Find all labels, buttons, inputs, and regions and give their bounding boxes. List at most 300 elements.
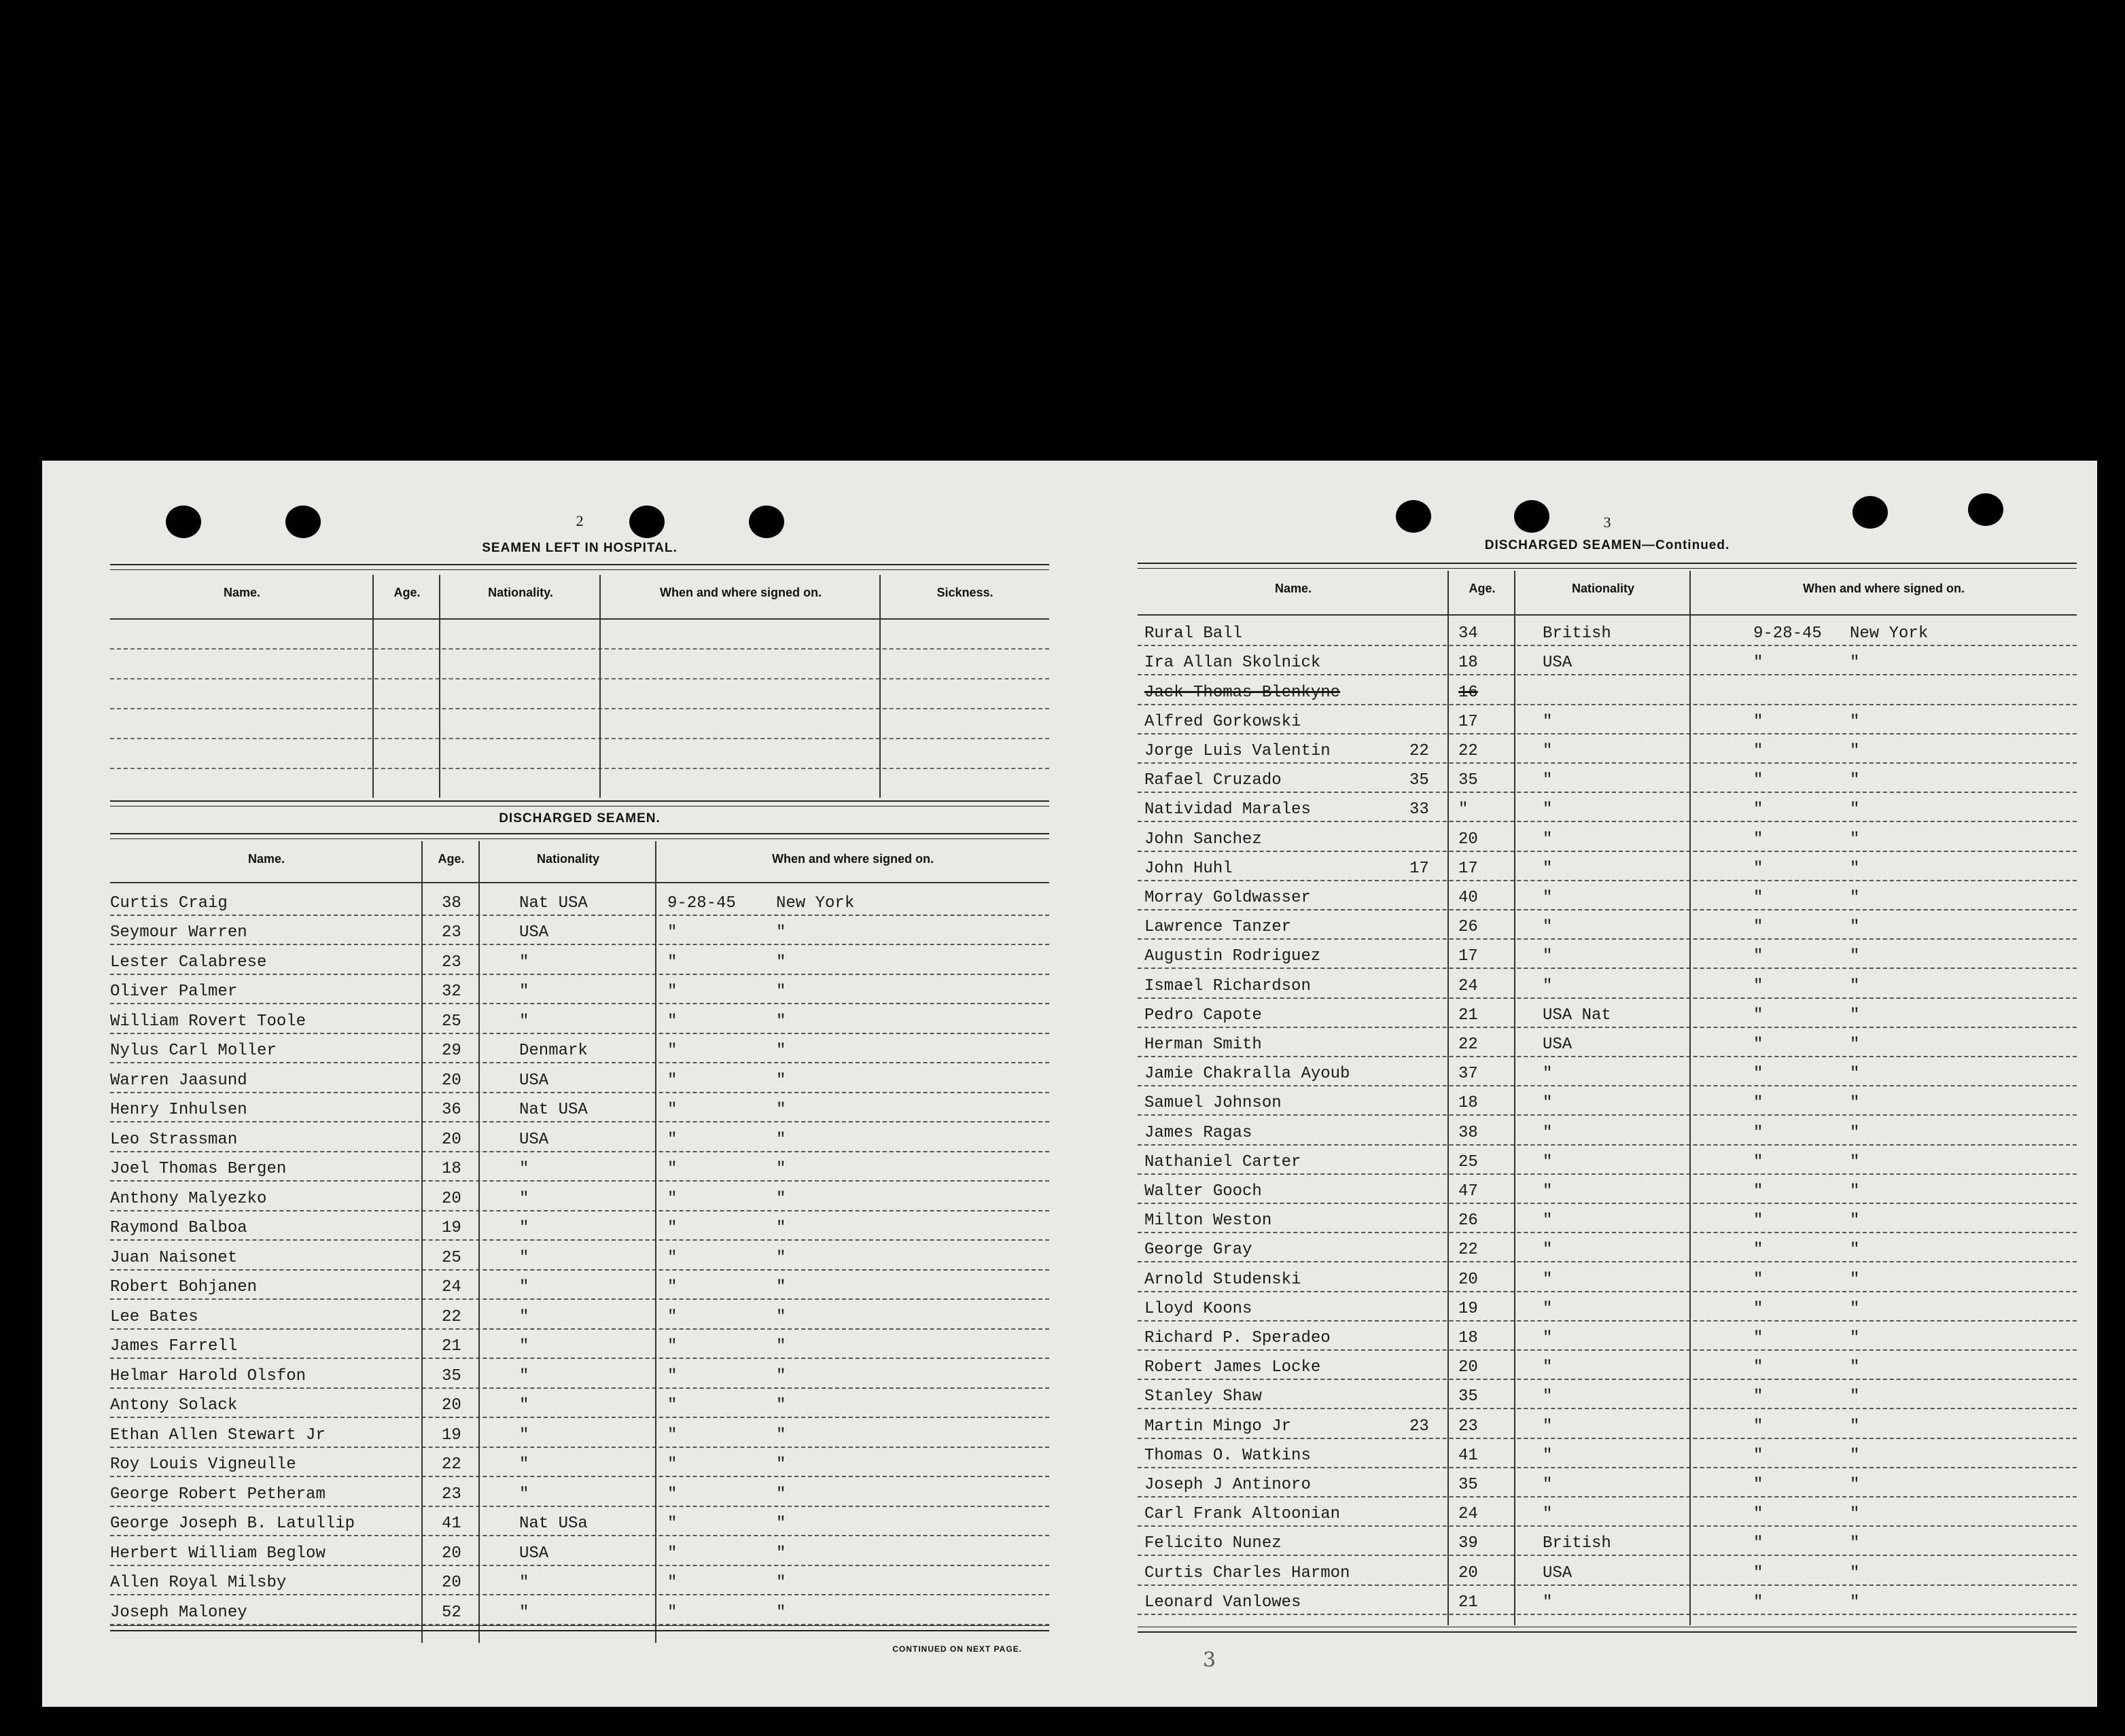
col-header-signed-on: When and where signed on. — [771, 852, 934, 866]
signed-on-place: " — [1850, 1417, 1860, 1436]
signed-on-date: " — [667, 1189, 678, 1208]
seaman-nationality: USA — [1543, 1563, 1573, 1582]
table-row — [1138, 1379, 2077, 1409]
signed-on-place: " — [1850, 741, 1860, 760]
signed-on-place: " — [1850, 1534, 1860, 1553]
seaman-age: 18 — [1458, 1328, 1478, 1347]
seaman-nationality: Denmark — [519, 1042, 588, 1060]
table-row — [1138, 1027, 2077, 1057]
seaman-age: 23 — [1458, 1417, 1478, 1436]
signed-on-place: " — [776, 982, 786, 1001]
seaman-age: 37 — [1458, 1065, 1478, 1084]
seaman-age: 38 — [1458, 1123, 1478, 1142]
seaman-name: James Ragas — [1144, 1123, 1252, 1142]
signed-on-place: " — [776, 1278, 786, 1296]
signed-on-date: " — [667, 1248, 678, 1267]
right-page — [1138, 461, 2077, 1707]
signed-on-date: " — [667, 1042, 678, 1060]
signed-on-date: 9-28-45 — [667, 893, 736, 913]
signed-on-place: " — [1850, 1123, 1860, 1142]
seaman-nationality: " — [1543, 1358, 1553, 1377]
signed-on-date: " — [667, 1219, 678, 1237]
signed-on-place: " — [1850, 888, 1860, 907]
seaman-name: Curtis Craig — [110, 893, 228, 913]
signed-on-date: " — [1753, 1152, 1763, 1171]
table-row — [1138, 1085, 2077, 1116]
seaman-name: Martin Mingo Jr — [1144, 1417, 1292, 1436]
signed-on-date: " — [667, 982, 678, 1001]
signed-on-date: " — [1753, 1270, 1763, 1289]
seaman-name: Jorge Luis Valentin — [1144, 741, 1331, 760]
seaman-age: 21 — [442, 1337, 461, 1356]
column-divider — [478, 841, 480, 1643]
rule — [110, 800, 1049, 807]
table-row — [110, 1121, 1049, 1152]
col-header-nationality: Nationality. — [488, 586, 553, 599]
discharged-table — [110, 841, 1049, 1643]
table-row — [110, 1062, 1049, 1093]
seaman-nationality: " — [519, 982, 529, 1001]
signed-on-place: " — [776, 1514, 786, 1533]
seaman-age: 20 — [442, 1189, 461, 1208]
table-row — [110, 915, 1049, 946]
signed-on-date: " — [667, 1485, 678, 1504]
table-row — [1138, 645, 2077, 675]
table-row — [1138, 1496, 2077, 1527]
signed-on-place: " — [1850, 1563, 1860, 1582]
signed-on-place: " — [776, 1042, 786, 1060]
seaman-name: Stanley Shaw — [1144, 1387, 1262, 1406]
seaman-nationality: " — [519, 1012, 529, 1031]
seaman-nationality: USA Nat — [1543, 1006, 1611, 1025]
signed-on-date: " — [1753, 771, 1763, 790]
seaman-nationality: " — [519, 1278, 529, 1296]
signed-on-date: " — [1753, 1006, 1763, 1025]
seaman-name: John Huhl — [1144, 859, 1233, 878]
signed-on-date: " — [1753, 1446, 1763, 1465]
col-header-age: Age. — [438, 852, 465, 866]
seaman-age: 20 — [442, 1071, 461, 1090]
signed-on-place: New York — [1850, 624, 1929, 643]
seaman-name: Joel Thomas Bergen — [110, 1160, 287, 1178]
seaman-name: George Gray — [1144, 1241, 1252, 1260]
seaman-name: Curtis Charles Harmon — [1144, 1563, 1350, 1582]
signed-on-place: " — [776, 1160, 786, 1178]
table-row — [110, 1003, 1049, 1034]
seaman-name: Natividad Marales — [1144, 800, 1311, 819]
signed-on-place: " — [776, 1485, 786, 1504]
signed-on-date: " — [1753, 1563, 1763, 1582]
signed-on-date: " — [1753, 947, 1763, 966]
empty-row — [110, 618, 1049, 650]
seaman-age: 20 — [442, 1130, 461, 1149]
seaman-age: 22 — [1458, 741, 1478, 760]
seaman-age: 35 — [1458, 1475, 1478, 1494]
seaman-age: 22 — [442, 1307, 461, 1326]
table-row — [1138, 1232, 2077, 1262]
seaman-age: 39 — [1458, 1534, 1478, 1553]
page-number: 3 — [1603, 514, 1611, 531]
seaman-age: " — [1458, 800, 1469, 819]
seaman-name: William Rovert Toole — [110, 1012, 306, 1031]
col-header-age: Age. — [393, 586, 421, 599]
seaman-age: 35 — [442, 1366, 461, 1385]
seaman-age: 52 — [442, 1603, 461, 1622]
signed-on-place: New York — [776, 893, 855, 913]
seaman-nationality: " — [519, 1603, 529, 1622]
seaman-nationality: USA — [519, 923, 549, 942]
table-row — [1138, 909, 2077, 940]
seaman-nationality: USA — [1543, 654, 1573, 673]
seaman-age: 18 — [1458, 654, 1478, 673]
seaman-nationality: " — [1543, 1328, 1553, 1347]
signed-on-date: " — [1753, 1387, 1763, 1406]
table-row — [1138, 1114, 2077, 1145]
rule — [110, 833, 1049, 839]
seaman-name: George Joseph B. Latullip — [110, 1514, 355, 1533]
signed-on-place: " — [776, 1248, 786, 1267]
signed-on-place: " — [1850, 712, 1860, 731]
seaman-age: 20 — [442, 1544, 461, 1563]
signed-on-date: " — [1753, 1328, 1763, 1347]
signed-on-place: " — [1850, 830, 1860, 849]
seaman-age: 38 — [442, 893, 461, 913]
col-header-name: Name. — [1274, 582, 1312, 595]
col-header-signed-on: When and where signed on. — [659, 586, 822, 599]
signed-on-place: " — [1850, 918, 1860, 937]
seaman-age: 24 — [442, 1278, 461, 1296]
signed-on-date: " — [1753, 918, 1763, 937]
table-row — [1138, 616, 2077, 646]
seaman-age: 20 — [442, 1574, 461, 1592]
empty-row — [110, 738, 1049, 769]
seaman-nationality: Nat USa — [519, 1514, 588, 1533]
seaman-name: Juan Naisonet — [110, 1248, 238, 1267]
signed-on-place: " — [776, 953, 786, 972]
seaman-nationality: " — [1543, 1152, 1553, 1171]
seaman-name: Augustin Rodriguez — [1144, 947, 1321, 966]
seaman-age: 19 — [442, 1219, 461, 1237]
signed-on-place: " — [1850, 1065, 1860, 1084]
seaman-nationality: " — [1543, 1241, 1553, 1260]
seaman-name: George Robert Petheram — [110, 1485, 326, 1504]
signed-on-place: " — [1850, 859, 1860, 878]
seaman-age: 23 — [442, 1485, 461, 1504]
signed-on-date: " — [1753, 1593, 1763, 1612]
table-row — [1138, 1144, 2077, 1175]
table-row — [110, 885, 1049, 916]
signed-on-date: " — [667, 1101, 678, 1119]
seaman-name: Jack Thomas Blenkyne — [1144, 683, 1341, 702]
seaman-name: Helmar Harold Olsfon — [110, 1366, 306, 1385]
discharged-section-title: DISCHARGED SEAMEN. — [499, 811, 661, 826]
signed-on-date: " — [1753, 859, 1763, 878]
signed-on-date: " — [1753, 654, 1763, 673]
signed-on-date: " — [667, 1574, 678, 1592]
table-row — [110, 1417, 1049, 1448]
seaman-name: Jamie Chakralla Ayoub — [1144, 1065, 1350, 1084]
seaman-name: Nathaniel Carter — [1144, 1152, 1301, 1171]
column-divider — [879, 575, 881, 798]
table-row — [110, 944, 1049, 975]
seaman-name: Robert Bohjanen — [110, 1278, 258, 1296]
seaman-nationality: " — [1543, 1446, 1553, 1465]
table-row — [1138, 1525, 2077, 1556]
table-row — [1138, 1261, 2077, 1292]
seaman-name: Lester Calabrese — [110, 953, 267, 972]
seaman-age: 23 — [442, 923, 461, 942]
column-divider — [1514, 571, 1515, 1625]
seaman-nationality: " — [519, 953, 529, 972]
seaman-age: 24 — [1458, 976, 1478, 995]
seaman-nationality: USA — [519, 1130, 549, 1149]
table-row — [1138, 1555, 2077, 1585]
seaman-name: Leo Strassman — [110, 1130, 238, 1149]
seaman-name: Warren Jaasund — [110, 1071, 247, 1090]
signed-on-date: " — [1753, 1475, 1763, 1494]
seaman-nationality: " — [1543, 1299, 1553, 1318]
table-row — [1138, 704, 2077, 734]
signed-on-date: " — [1753, 712, 1763, 731]
signed-on-date: 9-28-45 — [1753, 624, 1822, 643]
seaman-name: Samuel Johnson — [1144, 1094, 1282, 1113]
seaman-nationality: " — [1543, 1475, 1553, 1494]
signed-on-place: " — [776, 1544, 786, 1563]
signed-on-place: " — [1850, 1094, 1860, 1113]
seaman-age: 17 — [1458, 859, 1478, 878]
seaman-age: 32 — [442, 982, 461, 1001]
seaman-nationality: " — [519, 1337, 529, 1356]
seaman-age: 18 — [1458, 1094, 1478, 1113]
seaman-name: Felicito Nunez — [1144, 1534, 1282, 1553]
signed-on-date: " — [1753, 1358, 1763, 1377]
seaman-age: 21 — [1458, 1006, 1478, 1025]
column-divider — [1689, 571, 1691, 1625]
seaman-age: 18 — [442, 1160, 461, 1178]
rule — [1138, 563, 2077, 569]
column-divider — [421, 841, 423, 1643]
table-row — [110, 1298, 1049, 1330]
signed-on-date: " — [1753, 976, 1763, 995]
signed-on-date: " — [667, 953, 678, 972]
signed-on-date: " — [667, 923, 678, 942]
seaman-name: Thomas O. Watkins — [1144, 1446, 1311, 1465]
seaman-nationality: " — [519, 1160, 529, 1178]
signed-on-place: " — [1850, 1182, 1860, 1201]
seaman-nationality: " — [1543, 800, 1553, 819]
column-divider — [439, 575, 440, 798]
seaman-nationality: " — [1543, 1211, 1553, 1230]
table-row — [110, 1535, 1049, 1566]
seaman-nationality: " — [519, 1455, 529, 1474]
table-row — [110, 1328, 1049, 1360]
table-row — [1138, 1173, 2077, 1204]
table-row — [1138, 1408, 2077, 1438]
seaman-age: 35 — [1458, 1387, 1478, 1406]
signed-on-place: " — [1850, 1358, 1860, 1377]
table-row — [110, 1358, 1049, 1389]
seaman-nationality: " — [519, 1189, 529, 1208]
table-row — [110, 1594, 1049, 1625]
seaman-nationality: Nat USA — [519, 893, 588, 913]
seaman-name: James Farrell — [110, 1337, 238, 1356]
seaman-age: 41 — [442, 1514, 461, 1533]
seaman-name: Allen Royal Milsby — [110, 1574, 287, 1592]
signed-on-place: " — [776, 1455, 786, 1474]
col-header-name: Name. — [223, 586, 261, 599]
table-row — [1138, 821, 2077, 851]
hospital-section-title: SEAMEN LEFT IN HOSPITAL. — [482, 541, 678, 555]
col-header-age: Age. — [1469, 582, 1496, 595]
seaman-age: 29 — [442, 1042, 461, 1060]
signed-on-date: " — [667, 1544, 678, 1563]
age-annotation: 23 — [1409, 1417, 1429, 1436]
seaman-nationality: " — [1543, 741, 1553, 760]
seaman-nationality: Nat USA — [519, 1101, 588, 1119]
seaman-nationality: " — [1543, 712, 1553, 731]
seaman-nationality: " — [1543, 1505, 1553, 1524]
discharged-continued-title: DISCHARGED SEAMEN—Continued. — [1484, 538, 1730, 552]
seaman-age: 40 — [1458, 888, 1478, 907]
seaman-nationality: " — [519, 1485, 529, 1504]
seaman-nationality: British — [1543, 1534, 1611, 1553]
page-number: 2 — [576, 512, 584, 529]
signed-on-date: " — [667, 1130, 678, 1149]
seaman-name: Lee Bates — [110, 1307, 198, 1326]
seaman-name: Herbert William Beglow — [110, 1544, 326, 1563]
signed-on-date: " — [667, 1337, 678, 1356]
seaman-name: Richard P. Speradeo — [1144, 1328, 1331, 1347]
seaman-age: 34 — [1458, 624, 1478, 643]
seaman-age: 17 — [1458, 947, 1478, 966]
table-row — [110, 1447, 1049, 1478]
seaman-nationality: " — [519, 1574, 529, 1592]
signed-on-date: " — [1753, 1123, 1763, 1142]
signed-on-date: " — [1753, 1211, 1763, 1230]
signed-on-place: " — [1850, 654, 1860, 673]
seaman-age: 23 — [442, 953, 461, 972]
handwritten-mark: 3 — [1203, 1648, 1216, 1672]
table-row — [110, 1506, 1049, 1537]
seaman-age: 19 — [1458, 1299, 1478, 1318]
table-row — [1138, 1584, 2077, 1615]
seaman-name: Henry Inhulsen — [110, 1101, 247, 1119]
signed-on-place: " — [1850, 1446, 1860, 1465]
empty-row — [110, 678, 1049, 709]
signed-on-date: " — [1753, 1182, 1763, 1201]
signed-on-place: " — [776, 1219, 786, 1237]
header-rule — [110, 882, 1049, 883]
signed-on-date: " — [667, 1278, 678, 1296]
table-row — [1138, 792, 2077, 822]
table-row — [1138, 1320, 2077, 1351]
table-row — [110, 1180, 1049, 1211]
signed-on-date: " — [1753, 1065, 1763, 1084]
seaman-name: Lawrence Tanzer — [1144, 918, 1292, 937]
seaman-nationality: " — [519, 1425, 529, 1445]
col-header-nationality: Nationality — [536, 852, 599, 866]
seaman-age: 20 — [442, 1396, 461, 1415]
table-row — [1138, 851, 2077, 881]
signed-on-place: " — [1850, 800, 1860, 819]
seaman-name: Rafael Cruzado — [1144, 771, 1282, 790]
signed-on-place: " — [776, 1425, 786, 1445]
seaman-nationality: " — [1543, 1094, 1553, 1113]
signed-on-place: " — [1850, 1152, 1860, 1171]
signed-on-place: " — [1850, 1328, 1860, 1347]
seaman-nationality: " — [1543, 976, 1553, 995]
signed-on-place: " — [1850, 1387, 1860, 1406]
table-row — [110, 1210, 1049, 1241]
seaman-nationality: " — [1543, 1270, 1553, 1289]
signed-on-date: " — [1753, 888, 1763, 907]
seaman-name: Ira Allan Skolnick — [1144, 654, 1321, 673]
table-row — [1138, 1438, 2077, 1468]
signed-on-date: " — [667, 1455, 678, 1474]
signed-on-date: " — [1753, 1417, 1763, 1436]
document-sheet — [42, 461, 2097, 1707]
signed-on-place: " — [1850, 1006, 1860, 1025]
seaman-nationality: " — [1543, 1182, 1553, 1201]
signed-on-place: " — [776, 923, 786, 942]
table-row — [110, 1151, 1049, 1182]
signed-on-place: " — [776, 1603, 786, 1622]
table-row — [110, 1092, 1049, 1123]
signed-on-place: " — [1850, 1035, 1860, 1054]
seaman-age: 19 — [442, 1425, 461, 1445]
table-row — [1138, 880, 2077, 910]
seaman-age: 22 — [1458, 1241, 1478, 1260]
signed-on-place: " — [776, 1012, 786, 1031]
seaman-name: Joseph J Antinoro — [1144, 1475, 1311, 1494]
left-page — [110, 461, 1049, 1707]
seaman-name: Ismael Richardson — [1144, 976, 1311, 995]
table-row — [1138, 733, 2077, 764]
seaman-nationality: " — [1543, 1417, 1553, 1436]
seaman-age: 25 — [1458, 1152, 1478, 1171]
seaman-age: 25 — [442, 1248, 461, 1267]
seaman-age: 36 — [442, 1101, 461, 1119]
seaman-age: 16 — [1458, 683, 1478, 702]
signed-on-date: " — [1753, 830, 1763, 849]
age-annotation: 22 — [1409, 741, 1429, 760]
col-header-sickness: Sickness. — [936, 586, 994, 599]
signed-on-date: " — [667, 1396, 678, 1415]
age-annotation: 35 — [1409, 771, 1429, 790]
seaman-nationality: " — [1543, 888, 1553, 907]
seaman-name: Pedro Capote — [1144, 1006, 1262, 1025]
column-divider — [599, 575, 601, 798]
signed-on-date: " — [667, 1160, 678, 1178]
signed-on-date: " — [667, 1603, 678, 1622]
seaman-nationality: USA — [519, 1071, 549, 1090]
seaman-name: Leonard Vanlowes — [1144, 1593, 1301, 1612]
seaman-age: 47 — [1458, 1182, 1478, 1201]
seaman-name: Morray Goldwasser — [1144, 888, 1311, 907]
table-row — [1138, 997, 2077, 1028]
seaman-nationality: " — [1543, 1387, 1553, 1406]
seaman-name: Joseph Maloney — [110, 1603, 247, 1622]
seaman-name: Roy Louis Vigneulle — [110, 1455, 296, 1474]
seaman-nationality: " — [1543, 1123, 1553, 1142]
signed-on-date: " — [1753, 1534, 1763, 1553]
column-divider — [372, 575, 374, 798]
signed-on-place: " — [1850, 1299, 1860, 1318]
column-divider — [1447, 571, 1449, 1625]
signed-on-date: " — [1753, 741, 1763, 760]
signed-on-place: " — [776, 1130, 786, 1149]
seaman-age: 26 — [1458, 918, 1478, 937]
